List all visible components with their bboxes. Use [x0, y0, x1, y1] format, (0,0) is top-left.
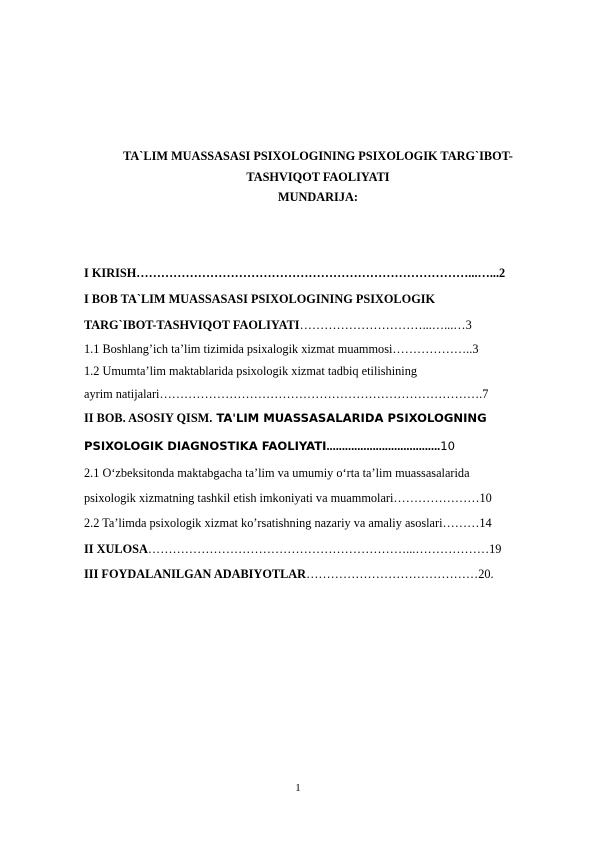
- document-title-line-2: TASHVIQOT FAOLIYATI: [246, 170, 390, 184]
- toc-chapter2-line1: [84, 409, 556, 427]
- toc-section-2-2: 2.2 Ta’limda psixologik xizmat ko’rsatishning nazariy va amaliy asoslari………14: [84, 516, 492, 530]
- toc-chapter1-line1: I BOB TA`LIM MUASSASASI PSIXOLOGINING PSIXOLOGIK: [84, 292, 436, 306]
- toc-chapter1-dots: …………………………...…...…3: [299, 318, 472, 332]
- toc-section-1-2-line2: ayrim natijalari…………………………………………………………………….7: [84, 387, 489, 401]
- toc-chapter1-title: TARG`IBOT-TASHVIQOT FAOLIYATI: [84, 318, 300, 332]
- toc-section-1-2-line1: 1.2 Umumta’lim maktablarida psixologik xizmat tadbiq etilishining: [84, 364, 417, 378]
- toc-chapter2-dots: .....................................: [326, 439, 441, 453]
- toc-section-2-1-line1: 2.1 O‘zbeksitonda maktabgacha ta’lim va umumiy o‘rta ta’lim muassasalarida: [84, 466, 470, 480]
- toc-references-dots: ……………………………………20.: [306, 567, 494, 581]
- document-title-line-1: TA`LIM MUASSASASI PSIXOLOGINING PSIXOLOGIK TARG`IBOT-: [123, 149, 513, 163]
- toc-references: [84, 565, 556, 583]
- toc-chapter2-title-part1: TA'LIM MUASSASALARIDA PSIXOLOGNING: [212, 411, 487, 425]
- toc-references-title: III FOYDALANILGAN ADABIYOTLAR: [84, 567, 307, 581]
- toc-chapter2-title-part2: PSIXOLOGIK DIAGNOSTIKA FAOLIYATI: [84, 439, 327, 453]
- toc-chapter1-line2: [84, 316, 556, 334]
- toc-conclusion: [84, 540, 556, 558]
- toc-intro: I KIRISH………………………………………………………………………...…...2: [84, 266, 506, 280]
- toc-chapter2-line2: [84, 437, 556, 455]
- page-number: 1: [295, 782, 301, 794]
- toc-conclusion-title: II XULOSA: [84, 542, 148, 556]
- contents-heading: MUNDARIJA:: [278, 190, 358, 204]
- toc-section-2-1-line2: psixologik xizmatning tashkil etish imkoniyati va muammolari…………………10: [84, 491, 492, 505]
- toc-chapter2-page: 10: [440, 439, 455, 453]
- toc-chapter2-label: II BOB. ASOSIY QISM.: [84, 411, 213, 425]
- toc-conclusion-dots: ………………………………………………………...………………19: [147, 542, 502, 556]
- toc-section-1-1: 1.1 Boshlang’ich ta’lim tizimida psixalogik xizmat muammosi………………..3: [84, 342, 479, 356]
